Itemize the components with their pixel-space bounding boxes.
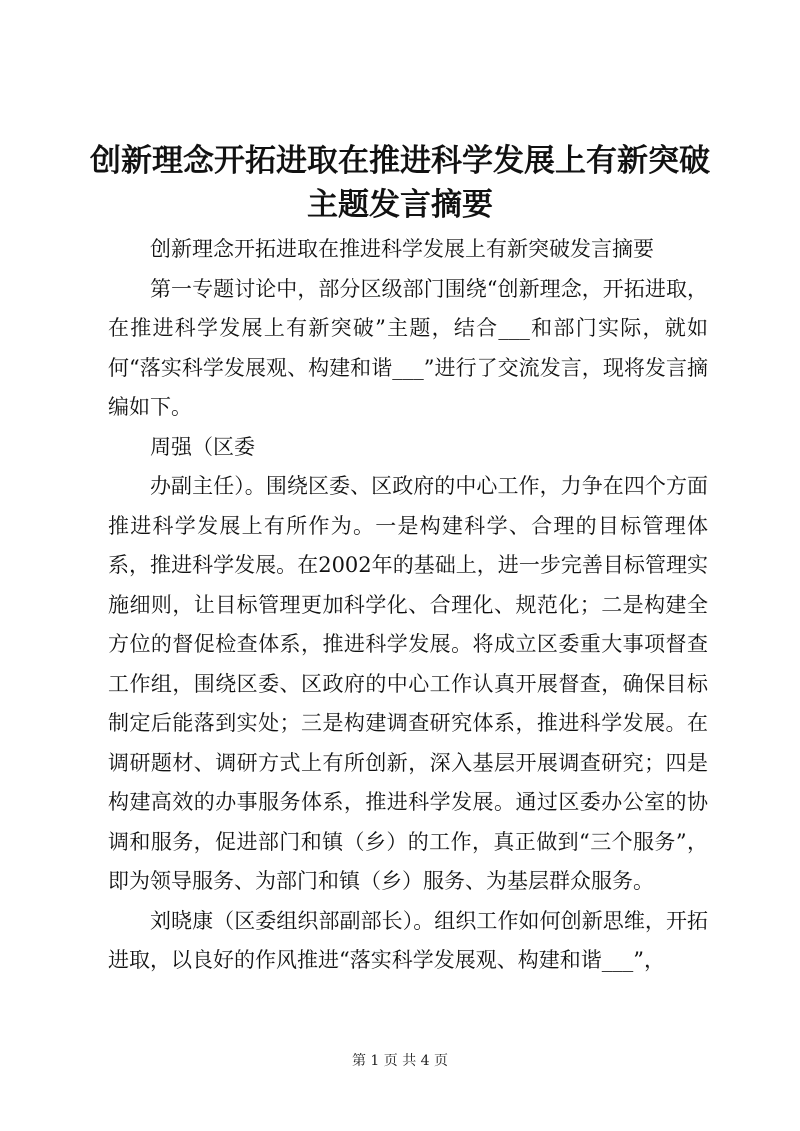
subtitle-paragraph: 创新理念开拓进取在推进科学发展上有新突破发言摘要 bbox=[150, 237, 654, 261]
document-title-line-2: 主题发言摘要 bbox=[307, 187, 493, 223]
body-paragraph: 办副主任）。围绕区委、区政府的中心工作，力争在四个方面推进科学发展上有所作为。一是构建科学、合理的目标管理体系，推进科学发展。在2002年的基础上，进一步完善目标管理实施细则，让目标管理更加科学化、合理化、规范化；二是构建全方位的督促检查体系，推进科学发展。将成立区委重大事项督查工作组，围绕区委、区政府的中心工作认真开展督查，确保目标制定后能落到实处；三是构建调查研究体系，推进科学发展。在调研题材、调研方式上有所创新，深入基层开展调查研究；四是构建高效的办事服务体系，推进科学发展。通过区委办公室的协调和服务，促进部门和镇（乡）的工作，真正做到“三个服务”，即为领导服务、为部门和镇（乡）服务、为基层群众服务。 bbox=[108, 474, 708, 893]
body-paragraph: 刘晓康（区委组织部副部长）。组织工作如何创新思维，开拓进取，以良好的作风推进“落实科学发展观、构建和谐___”， bbox=[108, 908, 708, 972]
document-body bbox=[108, 230, 708, 981]
speaker-paragraph: 周强（区委 bbox=[150, 434, 255, 459]
document-title-line-1: 创新理念开拓进取在推进科学发展上有新突破 bbox=[90, 143, 710, 179]
page-footer: 第 1 页 共 4 页 bbox=[351, 1053, 449, 1069]
intro-paragraph: 第一专题讨论中，部分区级部门围绕“创新理念，开拓进取，在推进科学发展上有新突破”主题，结合___和部门实际，就如何“落实科学发展观、构建和谐___”进行了交流发言，现将发言摘编如下。 bbox=[108, 276, 708, 419]
